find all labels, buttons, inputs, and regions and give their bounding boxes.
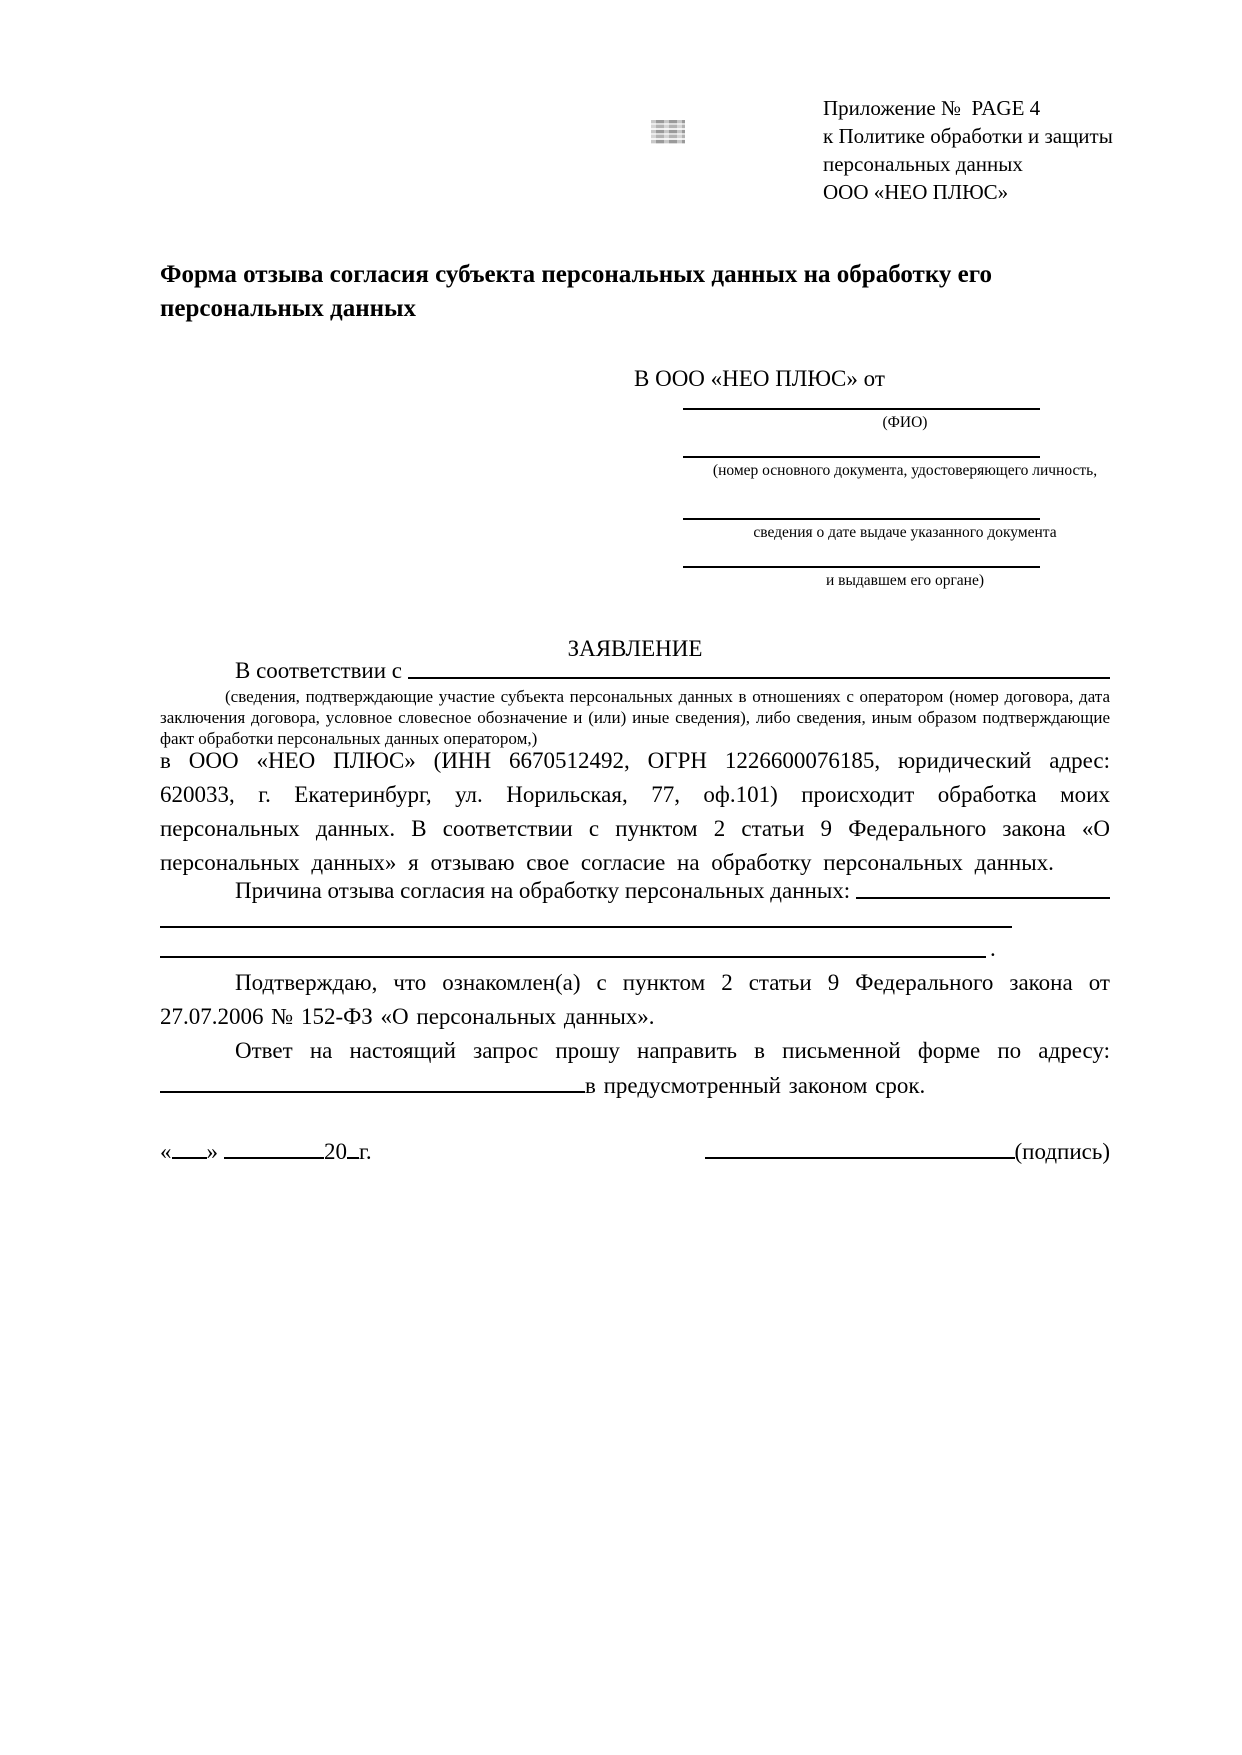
document-number-field-label: (номер основного документа, удостоверяющего личность, [712,462,1098,479]
issuing-authority-field-line [683,566,1040,568]
date-signature-row [160,1134,1110,1165]
fio-field-label: (ФИО) [882,414,928,431]
appendix-line: персональных данных [823,152,1023,176]
signature-field-line [705,1134,1015,1159]
appendix-line: ООО «НЕО ПЛЮС» [823,180,1009,204]
reason-blank-field-line [856,897,1110,899]
statement-body: в ООО «НЕО ПЛЮС» (ИНН 6670512492, ОГРН 1226600076185, юридический адрес: 620033, г. Екатеринбург, ул. Норильская, 77, оф.101) происходит обработка моих персональных данных. В соответствии с пунктом 2 статьи 9 Федерального закона «О персональных данных» я отзываю свое согласие на обработку персональных данных. [160,748,1110,875]
reply-suffix-text: в предусмотренный законом срок. [585,1073,926,1098]
date-close-quote: » [206,1139,218,1164]
clarification-note: (сведения, подтверждающие участие субъекта персональных данных в отношениях с оператором (номер договора, дата заключения договора, условное словесное обозначение и (или) иные сведения), либо сведения, иным образом подтверждающие факт обработки персональных данных оператором,) [160,687,1110,748]
reason-prefix: Причина отзыва согласия на обработку персональных данных: [235,878,851,903]
confirmation-paragraph: Подтверждаю, что ознакомлен(а) с пунктом 2 статьи 9 Федерального закона от 27.07.2006 № 152-ФЗ «О персональных данных». [160,970,1110,1029]
date-year-prefix: 20 [324,1139,347,1164]
basis-blank-field-line [408,677,1110,679]
issue-date-field-line [683,518,1040,520]
appendix-line: к Политике обработки и защиты [823,124,1113,148]
appendix-header-block [823,94,1113,206]
signature-field [705,1134,1110,1165]
reply-paragraph [160,1034,1110,1103]
reason-extra-line-1 [160,926,1012,928]
reason-line-period: . [990,936,996,961]
issue-date-field-label: сведения о дате выдаче указанного документа [753,524,1057,541]
document-number-field-line [683,456,1040,458]
basis-prefix: В соответствии с [235,658,403,683]
reply-request-text: Ответ на настоящий запрос прошу направить в письменной форме по адресу: [235,1038,1110,1063]
date-day-field-line [172,1134,207,1159]
date-open-quote: « [160,1139,172,1164]
date-field [160,1134,372,1165]
addressee-to-line: В ООО «НЕО ПЛЮС» от [634,366,885,391]
document-title: Форма отзыва согласия субъекта персональных данных на обработку его персональных данных [160,261,992,322]
date-month-field-line [224,1134,324,1159]
date-year-field-line [347,1134,359,1159]
date-year-suffix: г. [359,1139,372,1164]
reason-extra-line-2 [160,956,986,958]
signature-label: (подпись) [1014,1139,1110,1164]
reply-address-field-line [160,1068,585,1093]
issuing-authority-field-label: и выдавшем его органе) [825,572,985,589]
appendix-line: Приложение № PAGE 4 [823,96,1041,120]
fio-field-line [683,408,1040,410]
reason-row [160,878,1110,904]
statement-heading: ЗАЯВЛЕНИЕ [567,636,703,661]
embedded-object-artifact [651,120,685,144]
basis-row [160,658,1110,684]
